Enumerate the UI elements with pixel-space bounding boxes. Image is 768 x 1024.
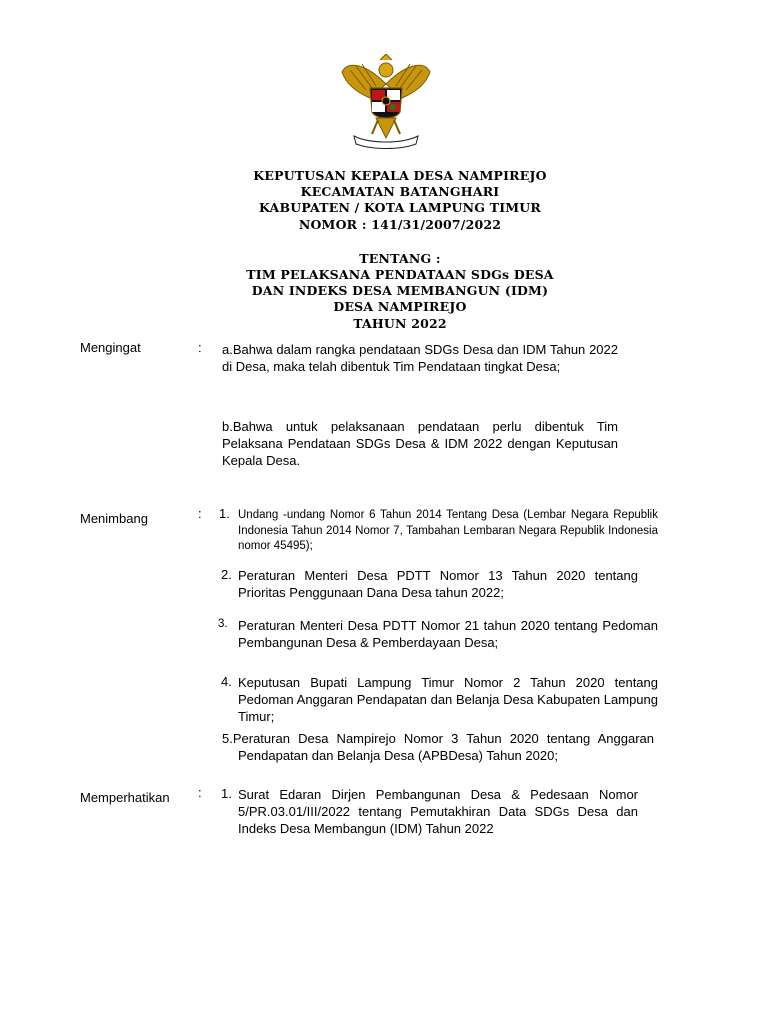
title-line: KABUPATEN / KOTA LAMPUNG TIMUR [259,200,541,216]
subject-line: TIM PELAKSANA PENDATAAN SDGs DESA [246,267,554,283]
subject-line: TAHUN 2022 [353,315,447,331]
section-colon: : [198,785,202,800]
menimbang-item-4: Keputusan Bupati Lampung Timur Nomor 2 Tahun 2020 tentang Pedoman Anggaran Pendapatan dan Belanja Desa Kabupaten Lampung Timur; [238,675,658,724]
subject-line: TENTANG : [359,250,441,266]
list-number: 3. [218,618,228,630]
menimbang-item-5: 5.Peraturan Desa Nampirejo Nomor 3 Tahun 2020 tentang Anggaran Pendapatan dan Belanja Desa (APBDesa) Tahun 2020; [222,731,654,763]
title-line: KEPUTUSAN KEPALA DESA NAMPIREJO [253,168,547,183]
list-number: 4. [221,674,232,689]
list-number: 2. [221,567,232,582]
section-label-mengingat: Mengingat [80,340,141,355]
menimbang-item-2: Peraturan Menteri Desa PDTT Nomor 13 Tahun 2020 tentang Prioritas Penggunaan Dana Desa tahun 2022; [238,568,638,600]
subject-line: DESA NAMPIREJO [333,299,467,315]
memperhatikan-item-1: Surat Edaran Dirjen Pembangunan Desa & Pedesaan Nomor 5/PR.03.01/III/2022 tentang Pemutakhiran Data SDGs Desa dan Indeks Desa Membangun (IDM) Tahun 2022 [238,787,638,836]
list-number: 1. [219,506,230,521]
section-colon: : [198,340,202,355]
section-label-memperhatikan: Memperhatikan [80,790,170,805]
document-title-block [150,168,650,332]
menimbang-item-3: Peraturan Menteri Desa PDTT Nomor 21 tahun 2020 tentang Pedoman Pembangunan Desa & Pemberdayaan Desa; [238,618,658,650]
garuda-emblem-icon [336,54,436,150]
section-label-menimbang: Menimbang [80,511,148,526]
subject-line: DAN INDEKS DESA MEMBANGUN (IDM) [251,283,549,299]
title-line: NOMOR : 141/31/2007/2022 [298,216,502,232]
mengingat-item-a: a.Bahwa dalam rangka pendataan SDGs Desa dan IDM Tahun 2022 di Desa, maka telah dibentuk Tim Pendataan tingkat Desa; [222,342,618,374]
title-line: KECAMATAN BATANGHARI [300,184,500,200]
menimbang-item-1: Undang -undang Nomor 6 Tahun 2014 Tentang Desa (Lembar Negara Republik Indonesia Tahun 2014 Nomor 7, Tambahan Lembaran Negara Republik Indonesia nomor 45495); [238,509,658,552]
list-number: 1. [221,786,232,801]
section-colon: : [198,506,202,521]
mengingat-item-b: b.Bahwa untuk pelaksanaan pendataan perlu dibentuk Tim Pelaksana Pendataan SDGs Desa & IDM 2022 dengan Keputusan Kepala Desa. [222,419,618,468]
